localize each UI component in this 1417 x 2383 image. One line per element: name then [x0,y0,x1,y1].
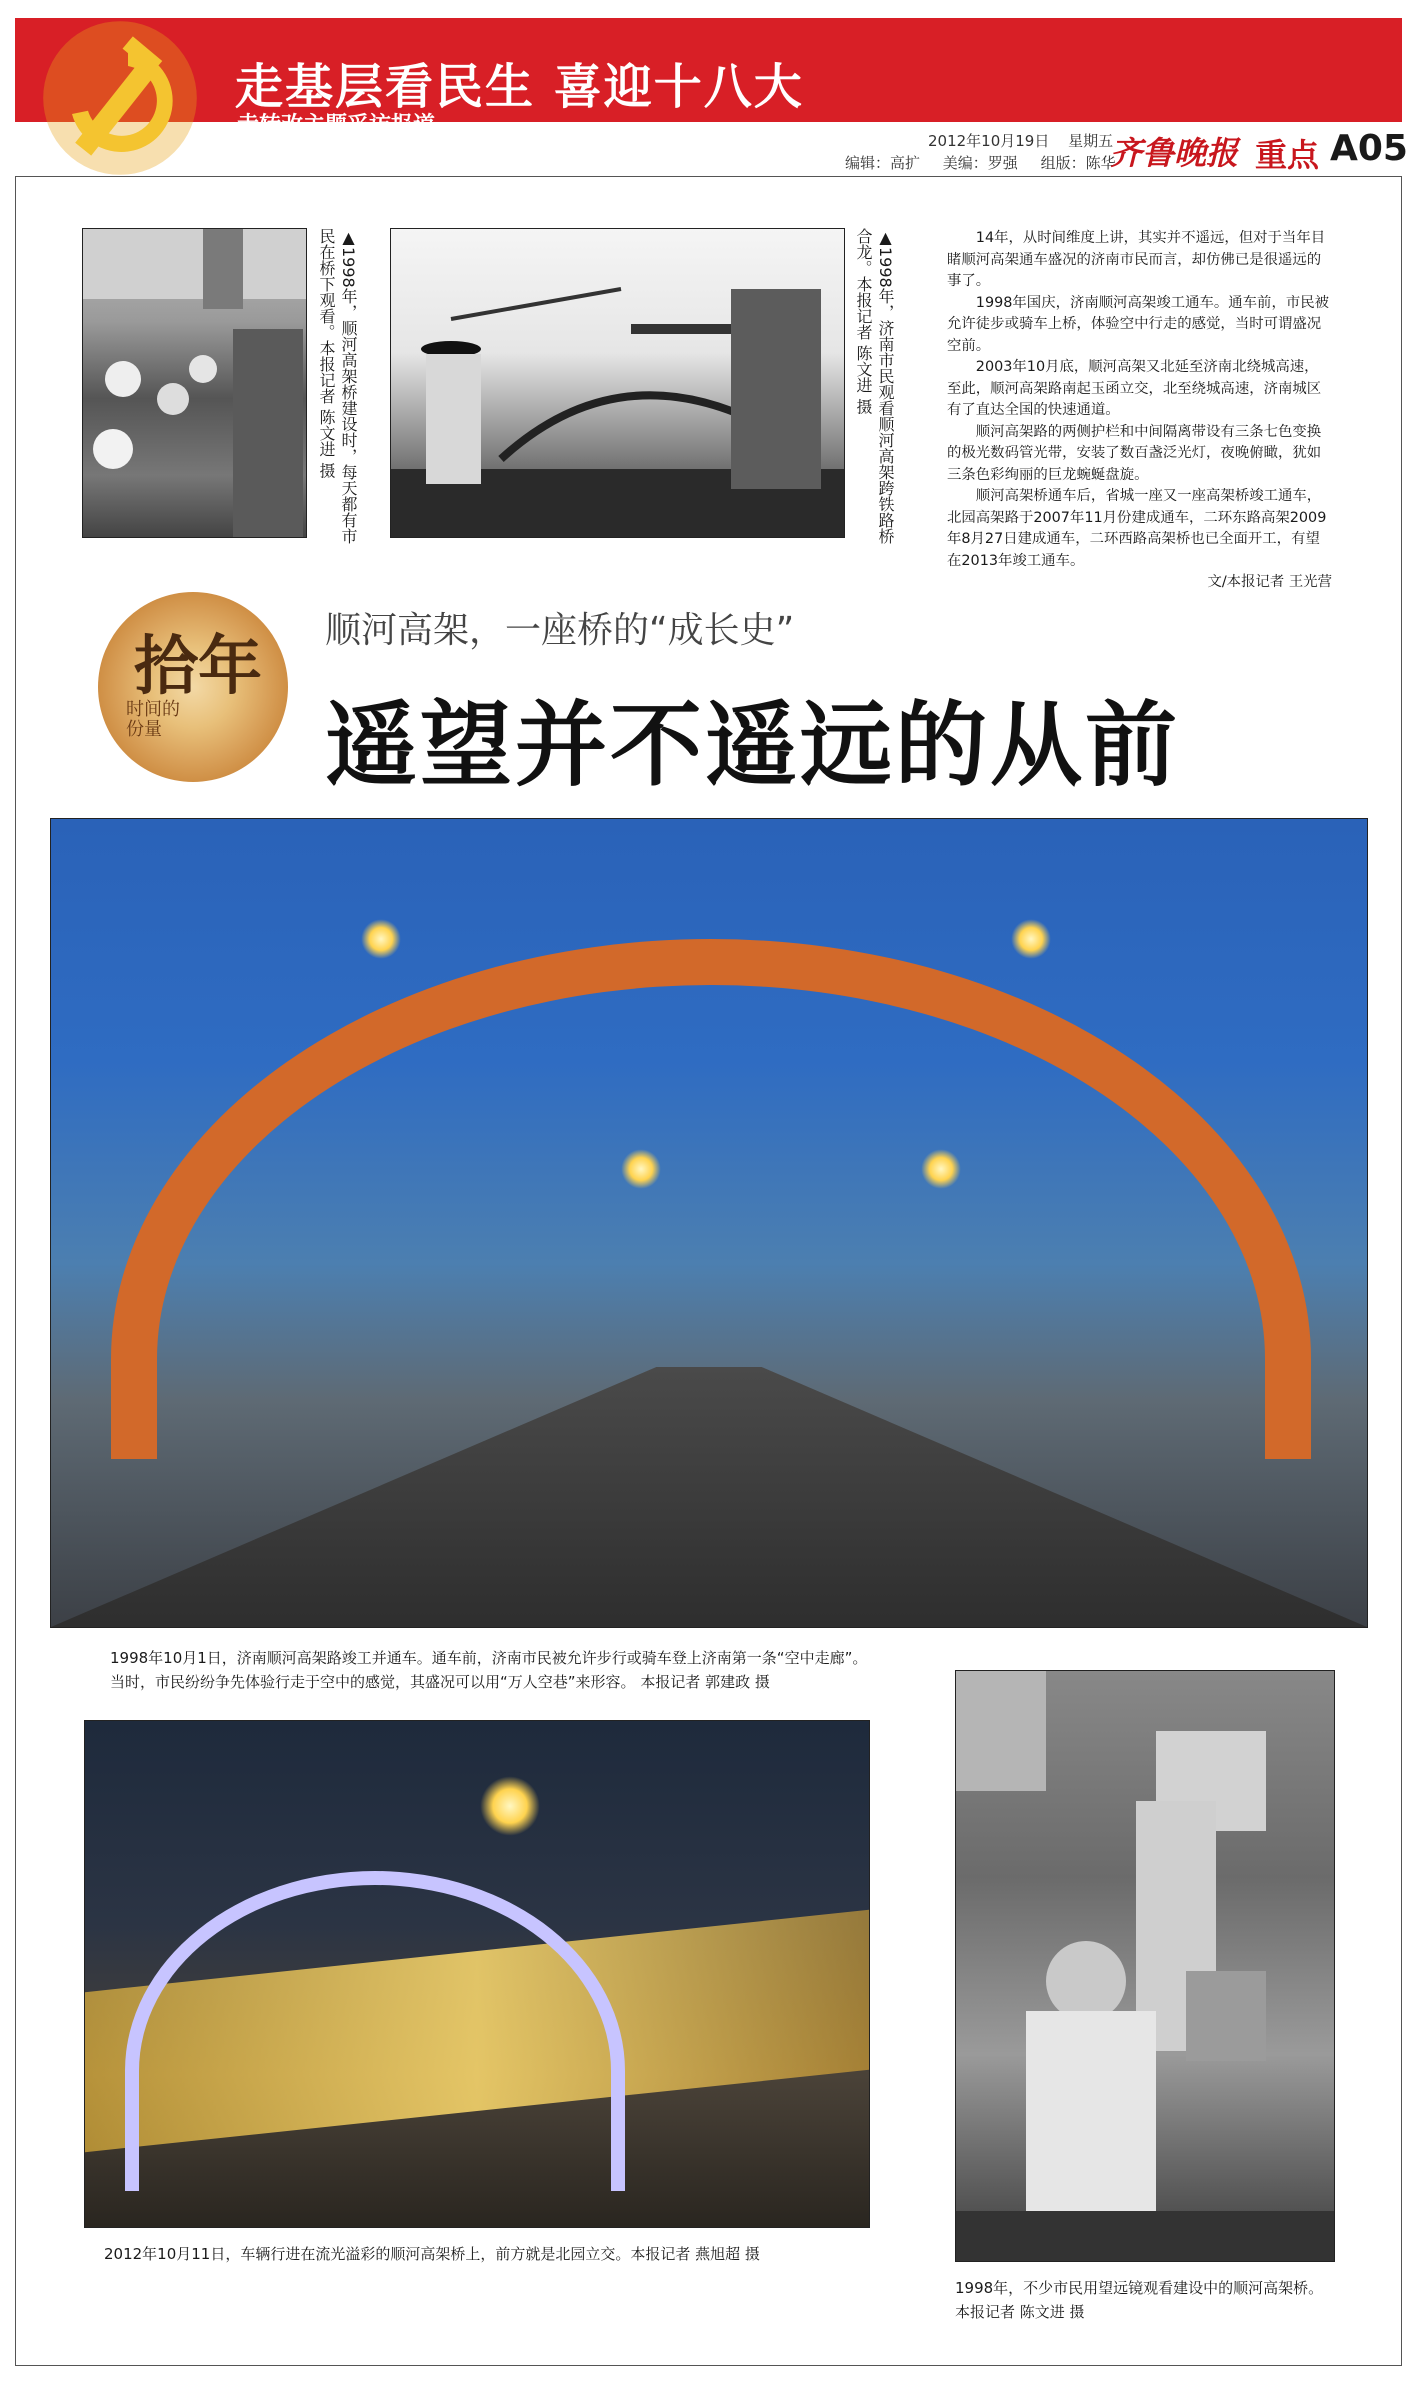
photo-bridge-opening-1998 [50,818,1368,1628]
headline-subtitle: 顺河高架，一座桥的“成长史” [325,610,795,651]
art-editor-credit: 美编：罗强 [942,154,1018,172]
issue-date: 2012年10月19日 [928,132,1050,150]
caption-binocular-photo: 1998年，不少市民用望远镜观看建设中的顺河高架桥。 本报记者 陈文进 摄 [955,2279,1324,2321]
moon-light [480,1776,540,1836]
article-body [947,228,1332,594]
header-banner [15,18,1402,138]
photo-binocular-watchers-art [956,1671,1335,2262]
street-lamp [1011,919,1051,959]
page-number: A05 [1330,128,1408,169]
paper-logo: 齐鲁晚报 [1110,134,1239,172]
article-paragraph: 1998年国庆，济南顺河高架竣工通车。通车前，市民被允许徒步或骑车上桥，体验空中行走的感觉，当时可谓盛况空前。 [947,294,1330,354]
street-lamp [621,1149,661,1189]
layout-credit: 组版：陈华 [1040,154,1116,172]
staff-line [845,152,1134,173]
photo-construction-crowd-art [83,229,307,538]
article-paragraph: 顺河高架路的两侧护栏和中间隔离带设有三条七色变换的极光数码管光带，安装了数百盏泛光灯，夜晚俯瞰，犹如三条色彩绚丽的巨龙蜿蜒盘旋。 [947,423,1322,483]
banner-subtitle: 走转改主题采访报道 [237,113,436,138]
photo-bridge-night-2012 [84,1720,870,2228]
article-byline: 文/本报记者 王光营 [1207,574,1332,590]
issue-weekday: 星期五 [1068,132,1114,150]
editor-credit: 编辑：高扩 [845,154,921,172]
photo-construction-crowd [82,228,307,538]
headline-title: 遥望并不遥远的从前 [325,692,1181,799]
article-paragraph: 14年，从时间维度上讲，其实并不遥远，但对于当年目睹顺河高架通车盛况的济南市民而言，却仿佛已是很遥远的事了。 [947,230,1326,289]
caption-main-photo: 1998年10月1日，济南顺河高架路竣工并通车。通车前，济南市民被允许步行或骑车登上济南第一条“空中走廊”。当时，市民纷纷争先体验行走于空中的感觉，其盛况可以用“万人空巷”来形容。 本报记者 郭建政 摄 [110,1649,868,1691]
caption-photo2: ▲1998年，济南市民观看顺河高架跨铁路桥合龙。本报记者 陈文进 摄 [854,228,895,544]
photo-binocular-watchers [955,1670,1335,2262]
article-paragraph: 2003年10月底，顺河高架又北延至济南北绕城高速，至此，顺河高架路南起玉函立交，北至绕城高速，济南城区有了直达全国的快速通道。 [947,359,1322,418]
date-line [928,130,1113,151]
banner-title: 走基层看民生 喜迎十八大 [235,59,804,115]
photo-bridge-closure [390,228,845,538]
party-emblem-icon [40,18,200,178]
bridge-arch-night [125,1871,625,2191]
street-lamp [921,1149,961,1189]
caption-photo1: ▲1998年，顺河高架桥建设时，每天都有市民在桥下观看。本报记者 陈文进 摄 [317,228,358,544]
street-lamp [361,919,401,959]
caption-night-photo: 2012年10月11日，车辆行进在流光溢彩的顺河高架桥上，前方就是北园立交。本报记者 燕旭超 摄 [104,2245,760,2263]
logo-tagline: 时间的份量 [126,699,180,740]
section-name: 重点 [1255,136,1320,174]
article-paragraph: 顺河高架桥通车后，省城一座又一座高架桥竣工通车，北园高架路于2007年11月份建成通车，二环东路高架2009年8月27日建成通车，二环西路高架桥也已全面开工，有望在2013年竣工通车。 [947,488,1327,569]
photo-bridge-closure-art [391,229,845,538]
logo-ten-years: 拾年 [134,629,262,704]
